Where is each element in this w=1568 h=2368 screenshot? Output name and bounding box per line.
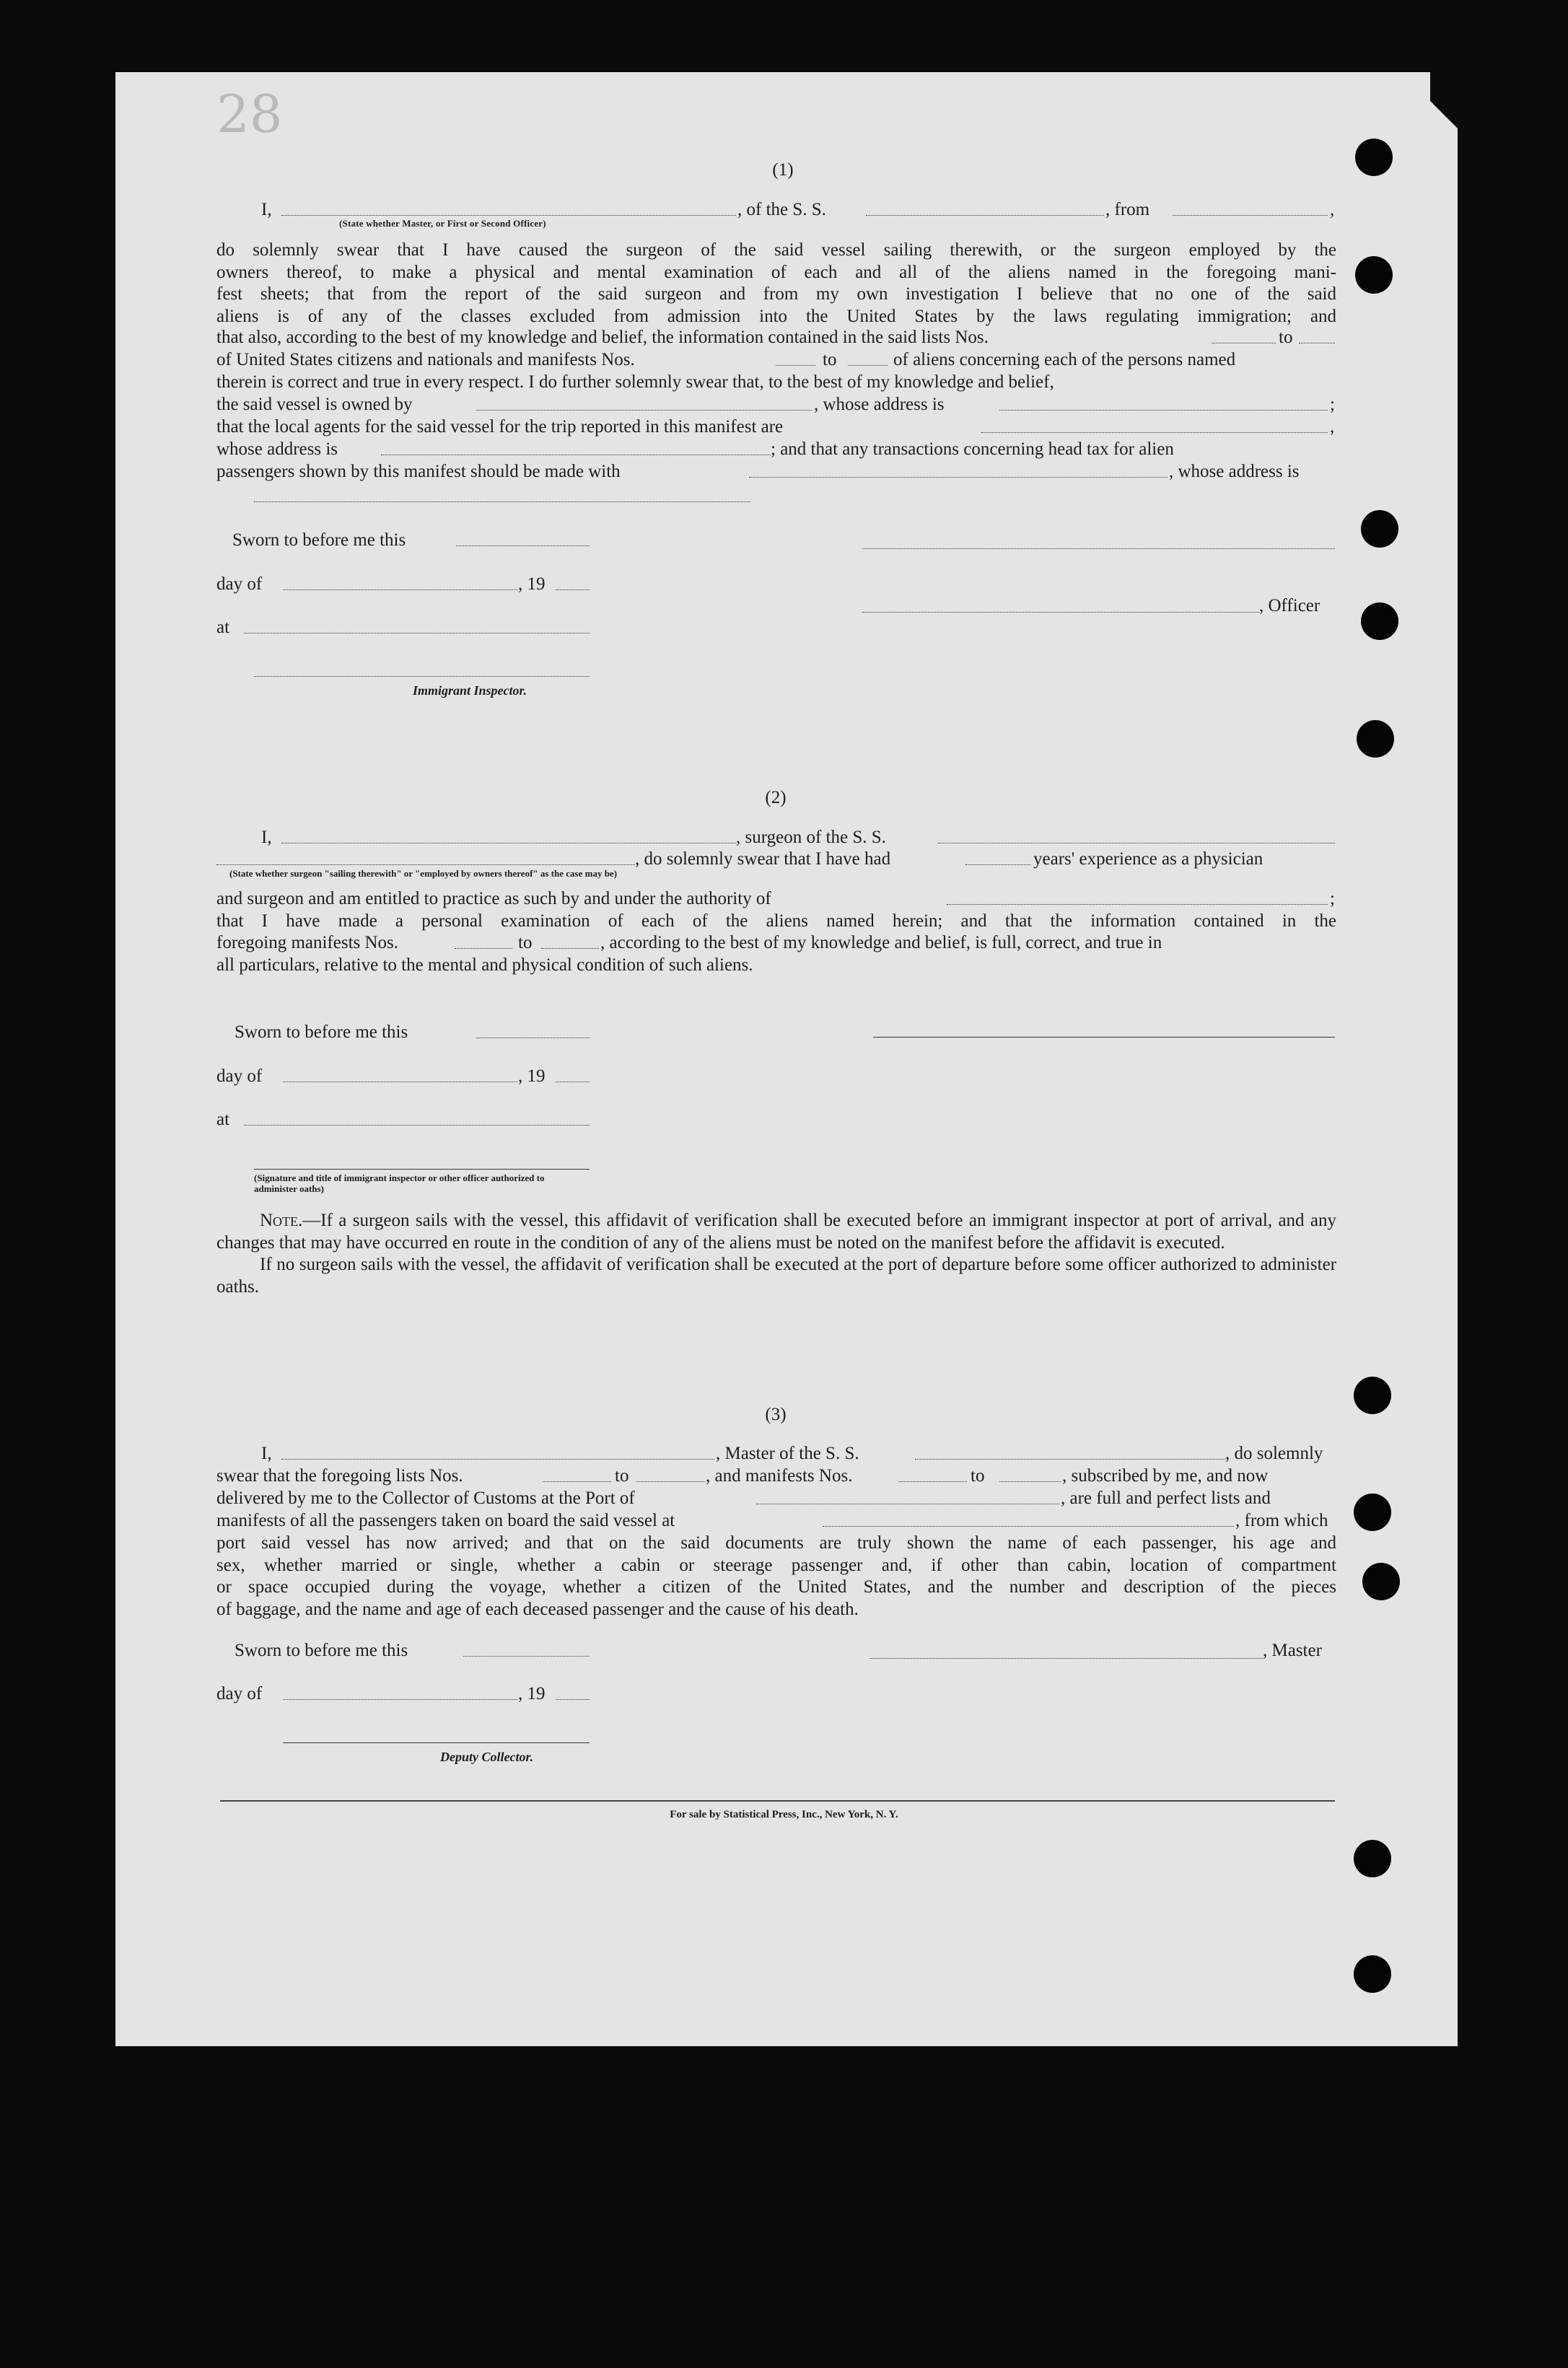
s3-manifests-to-field[interactable] xyxy=(999,1481,1061,1482)
s1-of-aliens-label: of aliens concerning each of the persons named xyxy=(893,350,1236,369)
s2-years-field[interactable] xyxy=(965,864,1030,865)
s1-line: owners thereof, to make a physical and mental examination of each and all of the aliens named in the foregoing mani- xyxy=(216,262,1336,282)
s1-oath-text xyxy=(216,240,1336,328)
binder-hole-1 xyxy=(1355,139,1393,176)
s3-master-name-field[interactable] xyxy=(281,1459,714,1460)
s1-whose-address-label: , whose address is xyxy=(1169,462,1300,481)
s2-line3: and surgeon and am entitled to practice as such by and under the authority of xyxy=(216,889,771,908)
s1-line: of United States citizens and nationals and manifests Nos. xyxy=(216,350,635,369)
s2-surgeon-type-field[interactable] xyxy=(216,864,635,865)
s1-inspector-caption: Immigrant Inspector. xyxy=(413,683,527,698)
s2-semicolon: ; xyxy=(1330,889,1335,908)
s1-ship-field[interactable] xyxy=(866,215,1104,216)
s1-head-tax-address-field[interactable] xyxy=(254,501,750,502)
s3-manifests-from-field[interactable] xyxy=(898,1481,967,1482)
s2-to-label: to xyxy=(518,933,533,952)
s1-officer-label: , Officer xyxy=(1259,596,1320,615)
s1-at-label: at xyxy=(216,618,230,637)
s3-master-of-label: , Master of the S. S. xyxy=(716,1444,859,1463)
s3-lists-from-field[interactable] xyxy=(543,1481,611,1482)
s2-inspector-signature-line[interactable] xyxy=(254,1169,590,1170)
s1-line: therein is correct and true in every respect. I do further solemnly swear that, to the best of my knowledge and belief, xyxy=(216,372,1054,392)
section-2-number: (2) xyxy=(765,788,787,807)
s2-day-of-label: day of xyxy=(216,1066,263,1086)
s1-officer-signature-line-2[interactable] xyxy=(862,612,1259,613)
s1-line: that also, according to the best of my knowledge and belief, the information contained in the said lists Nos. xyxy=(216,328,989,347)
s2-sworn-label: Sworn to before me this xyxy=(235,1022,408,1042)
binder-hole-3 xyxy=(1361,510,1398,548)
s3-year-label: , 19 xyxy=(518,1684,546,1703)
s3-line2a: swear that the foregoing lists Nos. xyxy=(216,1466,463,1486)
s1-sworn-label: Sworn to before me this xyxy=(232,530,406,550)
s1-year-field[interactable] xyxy=(556,589,590,590)
s3-line: of baggage, and the name and age of each deceased passenger and the cause of his death. xyxy=(216,1599,859,1619)
s1-manifests-to-field[interactable] xyxy=(848,365,888,366)
s1-day-of-label: day of xyxy=(216,574,263,594)
s2-at-label: at xyxy=(216,1110,230,1129)
s2-line6: all particulars, relative to the mental and physical condition of such aliens. xyxy=(216,955,753,975)
s1-semicolon: ; xyxy=(1330,395,1335,414)
s1-officer-caption: (State whether Master, or First or Second Officer) xyxy=(339,218,546,229)
s2-manifests-from-field[interactable] xyxy=(455,948,512,949)
s3-line: or space occupied during the voyage, whether a citizen of the United States, and the number and description of the pieces xyxy=(216,1577,1336,1597)
s2-authority-field[interactable] xyxy=(947,904,1328,905)
s3-sworn-label: Sworn to before me this xyxy=(235,1641,408,1660)
s3-ship-field[interactable] xyxy=(915,1459,1225,1460)
binder-hole-6 xyxy=(1354,1377,1391,1414)
s1-manifests-from-field[interactable] xyxy=(776,365,815,366)
binder-hole-9 xyxy=(1354,1840,1391,1877)
s1-from-label: , from xyxy=(1105,200,1150,219)
s3-line2b: , and manifests Nos. xyxy=(706,1466,853,1486)
s2-at-field[interactable] xyxy=(244,1125,590,1126)
s2-note-text-2: If no surgeon sails with the vessel, the affidavit of verification shall be executed at the port of departure before some officer authorized to administer oaths. xyxy=(216,1255,1336,1297)
s1-i-label: I, xyxy=(261,200,272,219)
s2-surgeon-caption: (State whether surgeon "sailing therewith" or "employed by owners thereof" as the case may be) xyxy=(229,868,618,879)
s1-officer-signature-line-1[interactable] xyxy=(862,548,1335,549)
s2-line4: that I have made a personal examination of each of the aliens named herein; and that the information contained in the xyxy=(216,911,1336,931)
printer-imprint: For sale by Statistical Press, Inc., New York, N. Y. xyxy=(670,1809,898,1820)
binder-hole-4 xyxy=(1361,602,1398,640)
s3-deputy-caption: Deputy Collector. xyxy=(440,1750,533,1764)
s3-master-label: , Master xyxy=(1263,1641,1322,1660)
s3-lists-to-field[interactable] xyxy=(636,1481,705,1482)
s2-signature-caption: (Signature and title of immigrant inspector or other officer authorized to administer oaths) xyxy=(254,1172,545,1194)
s2-year-label: , 19 xyxy=(518,1066,546,1086)
s1-line: aliens is of any of the classes excluded from admission into the United States by the laws regulating immigration; and xyxy=(216,306,1336,326)
s1-to-label: to xyxy=(1279,328,1293,347)
s3-to-label: to xyxy=(971,1466,985,1486)
s1-line: do solemnly swear that I have caused the surgeon of the said vessel sailing therewith, or the surgeon employed by the xyxy=(216,240,1336,260)
section-1-number: (1) xyxy=(772,160,794,180)
s3-line2c: , subscribed by me, and now xyxy=(1062,1466,1269,1486)
s1-agents-field[interactable] xyxy=(981,432,1328,433)
binder-hole-2 xyxy=(1355,256,1393,294)
s1-head-tax-party-field[interactable] xyxy=(749,477,1168,478)
s3-deputy-signature-line[interactable] xyxy=(283,1742,590,1743)
s1-day-field[interactable] xyxy=(283,589,517,590)
s1-from-field[interactable] xyxy=(1173,215,1328,216)
s3-line4a: manifests of all the passengers taken on board the said vessel at xyxy=(216,1511,675,1530)
s3-day-of-label: day of xyxy=(216,1684,263,1703)
footer-divider xyxy=(220,1800,1335,1802)
s1-year-label: , 19 xyxy=(518,574,546,594)
s3-i-label: I, xyxy=(261,1444,272,1463)
s1-line: fest sheets; that from the report of the said surgeon and from my own investigation I believe that no one of the said xyxy=(216,284,1336,304)
s1-owner-field[interactable] xyxy=(476,410,812,411)
s1-line: passengers shown by this manifest should be made with xyxy=(216,462,621,481)
s2-surgeon-signature-line[interactable] xyxy=(873,1037,1335,1038)
binder-hole-10 xyxy=(1354,1955,1391,1993)
s2-line5b: , according to the best of my knowledge and belief, is full, correct, and true in xyxy=(600,933,1162,952)
binder-hole-7 xyxy=(1354,1494,1391,1531)
s1-owner-address-field[interactable] xyxy=(999,410,1328,411)
s2-surgeon-of-label: , surgeon of the S. S. xyxy=(736,828,886,847)
s2-i-label: I, xyxy=(261,828,272,847)
handwritten-page-number: 28 xyxy=(216,84,283,144)
s1-sworn-date-field[interactable] xyxy=(456,545,590,546)
s2-note-label: Note. xyxy=(260,1211,303,1230)
s2-line4-wrap xyxy=(216,911,1336,933)
s1-head-tax-label: ; and that any transactions concerning head tax for alien xyxy=(771,439,1174,459)
binder-hole-5 xyxy=(1357,720,1394,758)
s1-of-ss-label: , of the S. S. xyxy=(737,200,826,219)
s3-line3a: delivered by me to the Collector of Customs at the Port of xyxy=(216,1488,635,1508)
s3-line: sex, whether married or single, whether a cabin or steerage passenger and, if other than cabin, location of compartment xyxy=(216,1555,1336,1575)
s3-year-field[interactable] xyxy=(556,1699,590,1700)
s2-manifests-to-field[interactable] xyxy=(541,948,599,949)
s3-oath-text xyxy=(216,1532,1336,1621)
s3-do-solemnly-label: , do solemnly xyxy=(1225,1444,1323,1463)
s3-to-label: to xyxy=(615,1466,629,1486)
s1-line: whose address is xyxy=(216,439,338,459)
binder-hole-8 xyxy=(1362,1563,1400,1600)
s2-do-solemnly-label: , do solemnly swear that I have had xyxy=(635,849,891,869)
section-3-number: (3) xyxy=(765,1405,787,1424)
s3-day-field[interactable] xyxy=(283,1699,517,1700)
s1-to-label: to xyxy=(823,350,837,369)
s3-master-signature-line[interactable] xyxy=(870,1658,1263,1659)
s3-embark-port-field[interactable] xyxy=(823,1526,1234,1527)
s1-comma: , xyxy=(1330,200,1335,219)
s2-line5a: foregoing manifests Nos. xyxy=(216,933,399,952)
s2-note xyxy=(216,1210,1336,1298)
s2-note-text: —If a surgeon sails with the vessel, this affidavit of verification shall be executed before an immigrant inspector at port of arrival, and any changes that may have occurred en route in the condition of any of the aliens must be noted on the manifest before the affidavit is executed. xyxy=(216,1211,1336,1253)
s1-line: that the local agents for the said vessel for the trip reported in this manifest are xyxy=(216,417,784,437)
s3-line: port said vessel has now arrived; and that on the said documents are truly shown the name of each passenger, his age and xyxy=(216,1533,1336,1553)
s3-sworn-date-field[interactable] xyxy=(463,1656,590,1657)
s1-officer-field[interactable] xyxy=(281,215,736,216)
s1-whose-address-label: , whose address is xyxy=(814,395,945,414)
s1-comma: , xyxy=(1330,417,1335,437)
s3-line3b: , are full and perfect lists and xyxy=(1061,1488,1271,1508)
s2-years-label: years' experience as a physician xyxy=(1033,849,1263,869)
s1-line: the said vessel is owned by xyxy=(216,395,413,414)
s1-inspector-signature-line[interactable] xyxy=(254,676,590,677)
s3-line4b: , from which xyxy=(1235,1511,1328,1530)
